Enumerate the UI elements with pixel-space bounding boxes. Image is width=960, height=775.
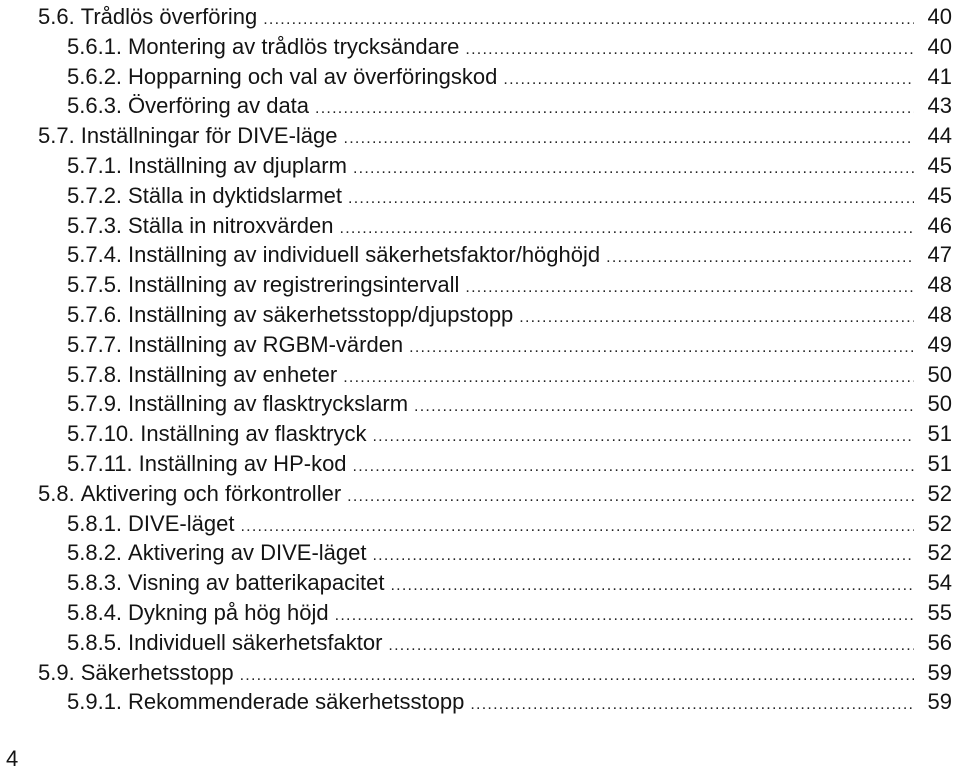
toc-entry-page: 49 <box>927 331 952 357</box>
dot-leader <box>353 452 914 482</box>
toc-entry-number: 5.7.8. <box>67 361 123 387</box>
toc-entry-page: 59 <box>927 659 952 685</box>
toc-entry-page: 50 <box>927 361 952 387</box>
toc-entry-number: 5.7.3. <box>67 212 123 238</box>
dot-leader <box>315 94 914 124</box>
toc-entry-title: Aktivering och förkontroller <box>80 480 342 506</box>
toc-entry-page: 45 <box>927 152 952 178</box>
toc-entry-page: 52 <box>927 540 952 566</box>
toc-entry-number: 5.7.4. <box>67 242 123 268</box>
table-of-contents <box>38 2 952 717</box>
dot-leader <box>348 184 914 214</box>
toc-entry <box>38 449 952 479</box>
toc-entry <box>38 62 952 92</box>
toc-entry-number: 5.6. <box>38 4 75 29</box>
toc-entry-page: 40 <box>927 33 952 59</box>
dot-leader <box>340 214 915 244</box>
toc-entry-number: 5.7.7. <box>67 331 123 357</box>
toc-entry <box>38 687 952 717</box>
toc-entry-page: 51 <box>927 421 952 447</box>
dot-leader <box>263 5 914 35</box>
toc-entry <box>38 658 952 688</box>
toc-entry-title: Säkerhetsstopp <box>80 659 234 685</box>
dot-leader <box>372 541 914 571</box>
toc-entry-title: Inställning av RGBM-värden <box>128 331 404 357</box>
toc-entry-title: Inställning av säkerhetsstopp/djupstopp <box>128 301 514 327</box>
toc-entry-page: 56 <box>927 629 952 655</box>
toc-entry-title: Inställning av djuplarm <box>128 152 347 178</box>
dot-leader <box>390 571 914 601</box>
toc-entry-number: 5.6.1. <box>67 33 123 59</box>
toc-entry-title: Inställning av individuell säkerhetsfaktor/höghöjd <box>128 242 601 268</box>
toc-entry <box>38 300 952 330</box>
toc-entry-number: 5.6.3. <box>67 93 123 119</box>
toc-entry-title: Ställa in dyktidslarmet <box>128 182 343 208</box>
toc-entry-title: Dykning på hög höjd <box>128 599 329 625</box>
toc-entry-page: 43 <box>927 93 952 119</box>
toc-entry-title: Inställning av flasktryckslarm <box>128 391 409 417</box>
toc-entry-number: 5.7.6. <box>67 301 123 327</box>
toc-entry-page: 50 <box>927 391 952 417</box>
toc-entry <box>38 628 952 658</box>
dot-leader <box>347 482 914 512</box>
dot-leader <box>414 392 914 422</box>
dot-leader <box>343 363 914 393</box>
toc-entry-number: 5.8. <box>38 480 75 506</box>
toc-entry-number: 5.7.1. <box>67 152 123 178</box>
toc-entry <box>38 538 952 568</box>
dot-leader <box>388 631 914 661</box>
toc-entry-page: 55 <box>927 599 952 625</box>
toc-entry-number: 5.7.2. <box>67 182 123 208</box>
toc-entry-number: 5.8.5. <box>67 629 123 655</box>
toc-entry-page: 46 <box>927 212 952 238</box>
toc-entry <box>38 598 952 628</box>
toc-entry-number: 5.7.10. <box>67 421 135 447</box>
dot-leader <box>353 154 914 184</box>
toc-entry-page: 51 <box>927 450 952 476</box>
toc-entry-page: 44 <box>927 123 952 149</box>
toc-entry <box>38 568 952 598</box>
toc-entry-number: 5.9.1. <box>67 689 123 715</box>
toc-entry-page: 52 <box>927 510 952 536</box>
toc-entry-number: 5.9. <box>38 659 75 685</box>
toc-entry-title: Inställningar för DIVE-läge <box>80 123 338 149</box>
dot-leader <box>606 243 914 273</box>
toc-entry-number: 5.7.9. <box>67 391 123 417</box>
toc-entry-title: Hopparning och val av överföringskod <box>128 63 498 89</box>
toc-entry-number: 5.7.5. <box>67 272 123 298</box>
dot-leader <box>240 512 914 542</box>
toc-entry <box>38 2 952 32</box>
toc-entry <box>38 181 952 211</box>
toc-entry-page: 48 <box>927 272 952 298</box>
dot-leader <box>372 422 914 452</box>
toc-entry-number: 5.6.2. <box>67 63 123 89</box>
toc-entry <box>38 509 952 539</box>
toc-entry <box>38 151 952 181</box>
toc-entry-title: Inställning av registreringsintervall <box>128 272 460 298</box>
toc-entry-page: 40 <box>927 4 952 29</box>
dot-leader <box>465 273 914 303</box>
toc-entry <box>38 270 952 300</box>
toc-entry <box>38 32 952 62</box>
toc-entry <box>38 330 952 360</box>
toc-entry-number: 5.8.3. <box>67 570 123 596</box>
toc-entry-title: Trådlös överföring <box>80 4 258 29</box>
toc-entry-page: 59 <box>927 689 952 715</box>
toc-entry-page: 45 <box>927 182 952 208</box>
toc-entry <box>38 211 952 241</box>
toc-entry <box>38 91 952 121</box>
toc-entry-page: 41 <box>927 63 952 89</box>
dot-leader <box>470 690 914 720</box>
dot-leader <box>344 124 915 154</box>
toc-entry-title: Visning av batterikapacitet <box>128 570 385 596</box>
dot-leader <box>240 661 914 691</box>
toc-entry-title: Individuell säkerhetsfaktor <box>128 629 383 655</box>
dot-leader <box>465 35 914 65</box>
dot-leader <box>503 65 914 95</box>
toc-entry-title: Inställning av flasktryck <box>140 421 367 447</box>
toc-entry-page: 54 <box>927 570 952 596</box>
dot-leader <box>335 601 914 631</box>
toc-entry-number: 5.7.11. <box>67 450 133 476</box>
toc-entry-number: 5.8.2. <box>67 540 123 566</box>
toc-entry <box>38 479 952 509</box>
toc-entry <box>38 121 952 151</box>
toc-entry-title: Inställning av HP-kod <box>138 450 347 476</box>
toc-entry <box>38 240 952 270</box>
toc-entry-title: Rekommenderade säkerhetsstopp <box>128 689 465 715</box>
toc-entry <box>38 360 952 390</box>
toc-entry-page: 47 <box>927 242 952 268</box>
toc-entry-title: Överföring av data <box>128 93 310 119</box>
dot-leader <box>519 303 914 333</box>
toc-entry-number: 5.7. <box>38 123 75 149</box>
dot-leader <box>409 333 914 363</box>
page-number: 4 <box>6 746 19 771</box>
toc-entry-page: 52 <box>927 480 952 506</box>
toc-entry-number: 5.8.4. <box>67 599 123 625</box>
toc-entry <box>38 419 952 449</box>
toc-entry-title: Inställning av enheter <box>128 361 338 387</box>
toc-entry-title: Aktivering av DIVE-läget <box>128 540 367 566</box>
toc-entry-title: DIVE-läget <box>128 510 235 536</box>
toc-entry-page: 48 <box>927 301 952 327</box>
toc-entry <box>38 389 952 419</box>
toc-entry-title: Ställa in nitroxvärden <box>128 212 334 238</box>
toc-entry-title: Montering av trådlös trycksändare <box>128 33 460 59</box>
toc-entry-number: 5.8.1. <box>67 510 123 536</box>
